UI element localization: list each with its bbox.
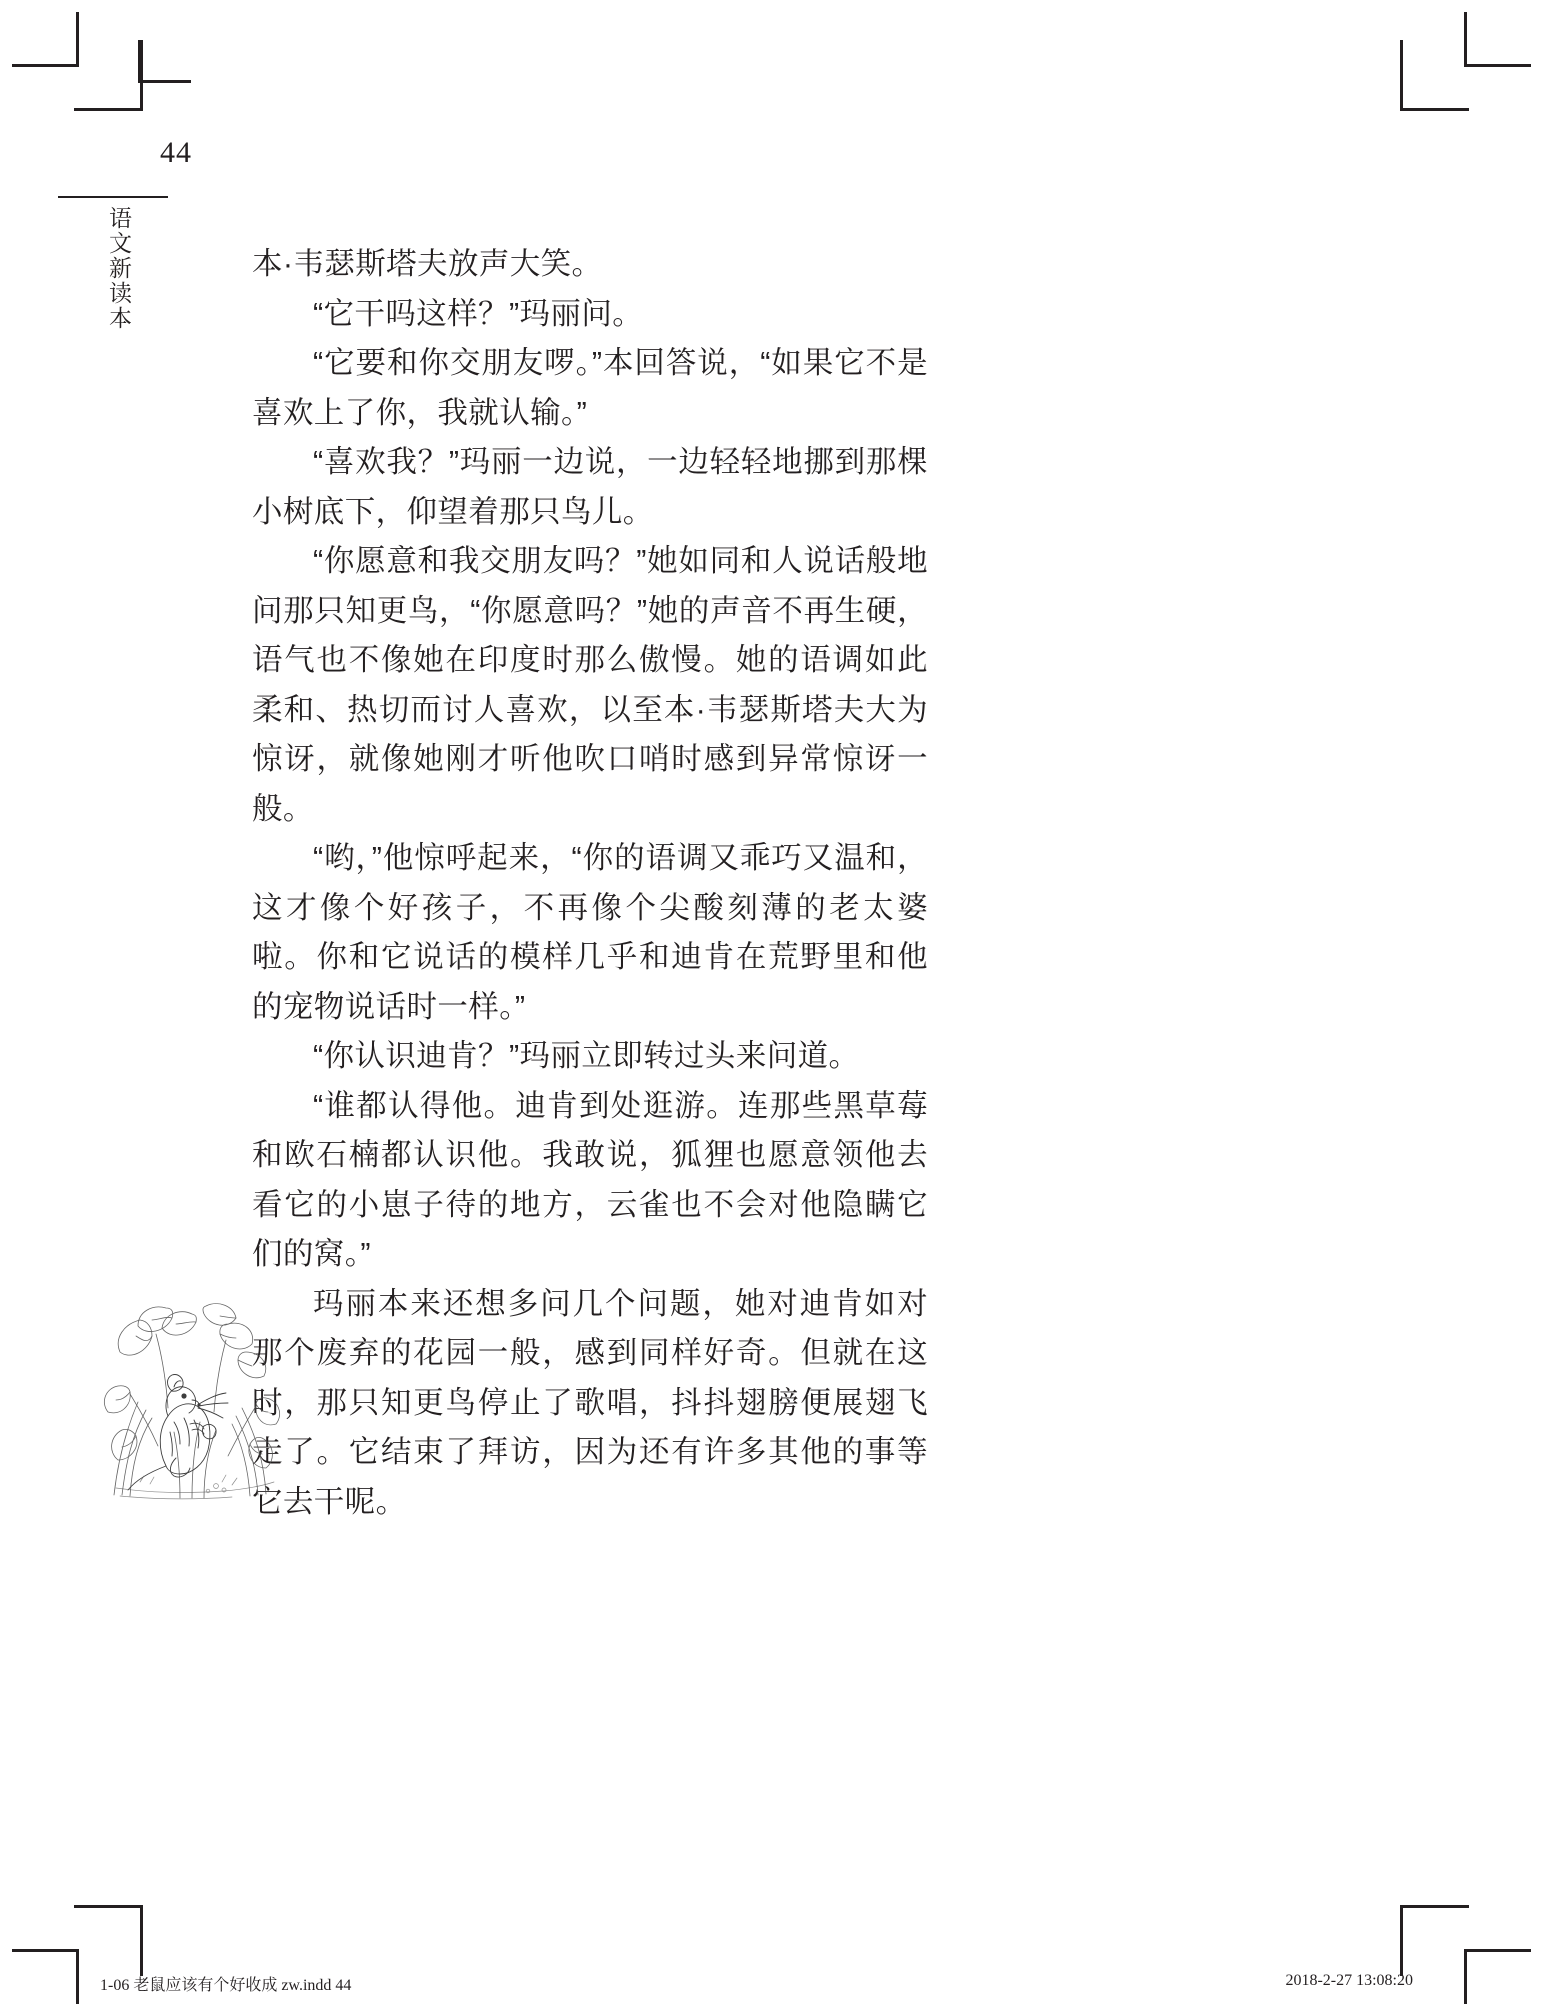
page-number: 44	[160, 136, 192, 169]
crop-mark-bottom-left-inner	[74, 1905, 143, 1976]
mouse-illustration	[96, 1290, 291, 1505]
crop-mark-bottom-left-outer	[12, 1949, 79, 2004]
crop-mark-top-right-outer	[1464, 12, 1531, 67]
body-paragraph: “喜欢我？”玛丽一边说，一边轻轻地挪到那棵小树底下，仰望着那只鸟儿。	[252, 445, 928, 529]
running-head-rule	[58, 196, 168, 198]
body-paragraph: 本·韦瑟斯塔夫放声大笑。	[252, 247, 603, 281]
body-paragraph: “它干吗这样？”玛丽问。	[313, 296, 644, 331]
crop-mark-bottom-right-outer	[1464, 1949, 1531, 2004]
crop-mark-top-left-middle	[74, 40, 143, 111]
body-paragraph: “它要和你交朋友啰。”本回答说，“如果它不是喜欢上了你，我就认输。”	[252, 346, 928, 430]
body-paragraph: “哟，”他惊呼起来，“你的语调又乖巧又温和，这才像个好孩子，不再像个尖酸刻薄的老太婆啦。你和它说话的模样几乎和迪肯在荒野里和他的宠物说话时一样。”	[252, 841, 928, 1024]
body-paragraph: “你认识迪肯？”玛丽立即转过头来问道。	[313, 1039, 860, 1073]
footer	[100, 1972, 1443, 1994]
crop-mark-bottom-right-inner	[1400, 1905, 1469, 1976]
footer-timestamp: 2018-2-27 13:08:20	[1285, 1972, 1413, 1989]
crop-mark-top-left-outer	[12, 12, 79, 67]
running-head-title: 语文新读本	[106, 206, 132, 331]
body-text-column	[252, 240, 928, 1527]
body-paragraph: “你愿意和我交朋友吗？”她如同和人说话般地问那只知更鸟，“你愿意吗？”她的声音不再生硬，语气也不像她在印度时那么傲慢。她的语调如此柔和、热切而讨人喜欢，以至本·韦瑟斯塔夫大为惊讶，就像她刚才听他吹口哨时感到异常惊讶一般。	[252, 544, 928, 826]
body-paragraph: “谁都认得他。迪肯到处逛游。连那些黑草莓和欧石楠都认识他。我敢说，狐狸也愿意领他去看它的小崽子待的地方，云雀也不会对他隐瞒它们的窝。”	[252, 1088, 928, 1271]
crop-mark-top-right-inner	[1400, 40, 1469, 111]
footer-filename: 1-06 老鼠应该有个好收成 zw.indd 44	[100, 1977, 352, 1994]
body-paragraph: 玛丽本来还想多问几个问题，她对迪肯如对那个废弃的花园一般，感到同样好奇。但就在这时，那只知更鸟停止了歌唱，抖抖翅膀便展翅飞走了。它结束了拜访，因为还有许多其他的事等它去干呢。	[252, 1286, 928, 1519]
crop-mark-top-left-inner	[138, 40, 191, 83]
